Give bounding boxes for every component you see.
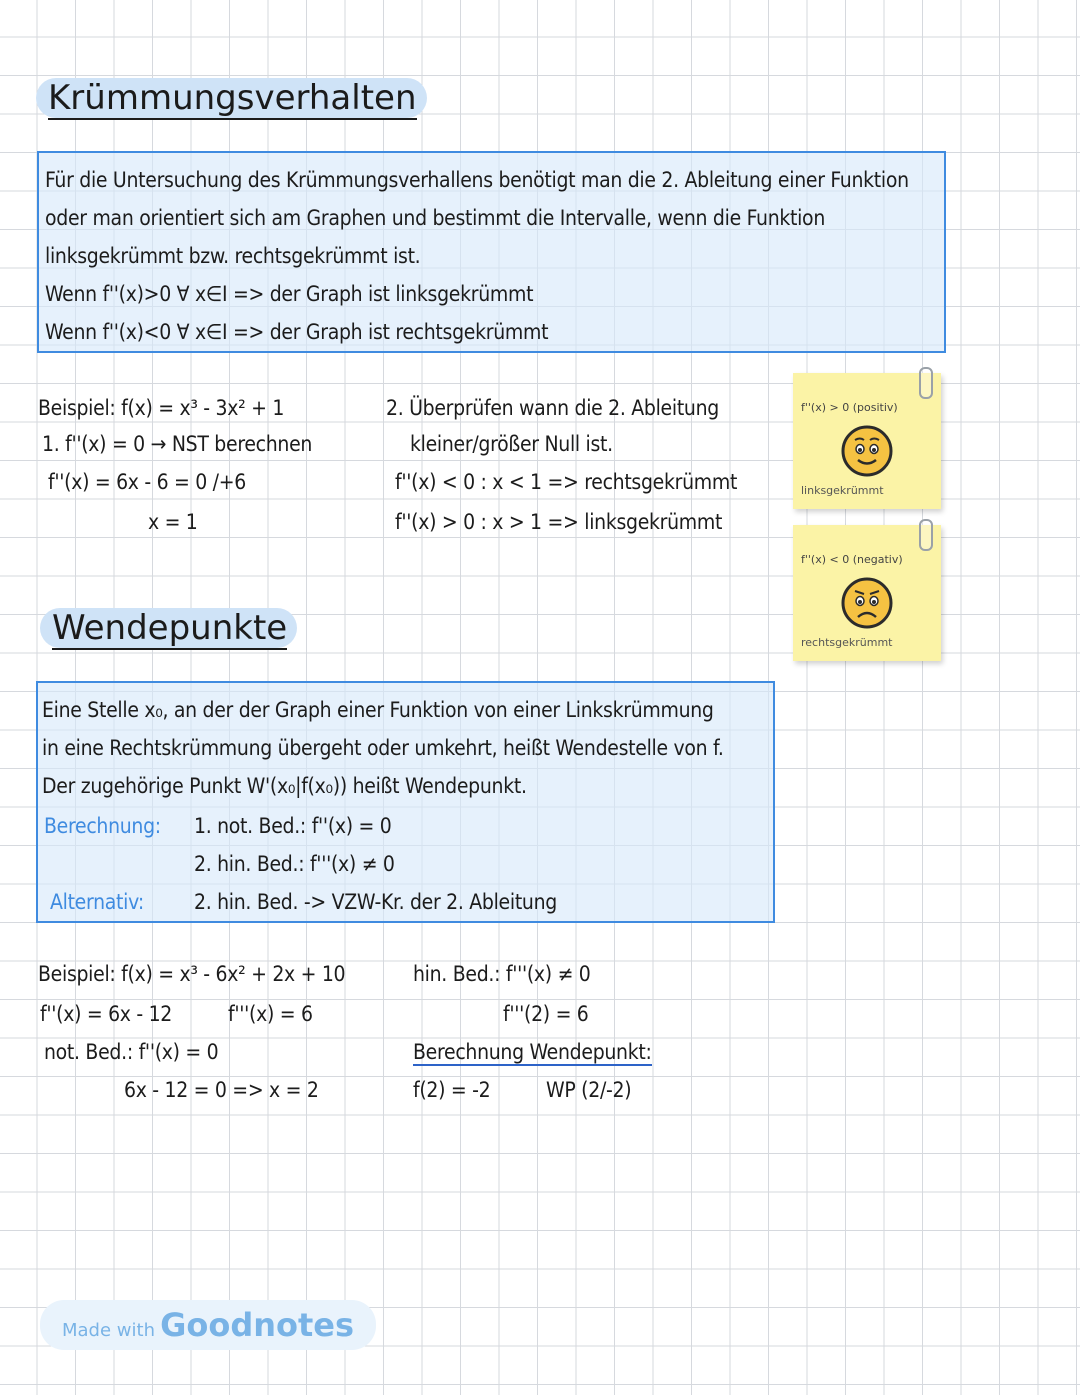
- example-line: 6x - 12 = 0 => x = 2: [124, 1078, 319, 1102]
- box-line: 2. hin. Bed.: f'''(x) ≠ 0: [194, 852, 395, 876]
- alternativ-label: Alternativ:: [50, 890, 144, 914]
- goodnotes-watermark: [40, 1300, 376, 1350]
- sticky-note-positive: [793, 373, 941, 509]
- watermark-made-with: Made with: [62, 1320, 155, 1341]
- example-line: Beispiel: f(x) = x³ - 3x² + 1: [38, 396, 285, 420]
- section-heading-kruemmung: [36, 78, 427, 118]
- box-line: linksgekrümmt bzw. rechtsgekrümmt ist.: [45, 244, 421, 268]
- watermark-brand: Goodnotes: [160, 1306, 355, 1344]
- sad-face-icon: [841, 577, 893, 629]
- box-line: oder man orientiert sich am Graphen und bestimmt die Intervalle, wenn die Funktion: [45, 206, 825, 230]
- berechnung-label: Berechnung:: [44, 814, 161, 838]
- definition-box-wendepunkte: [36, 681, 775, 923]
- box-line: Eine Stelle x₀, an der der Graph einer Funktion von einer Linkskrümmung: [42, 698, 714, 722]
- example-line: hin. Bed.: f'''(x) ≠ 0: [413, 962, 591, 986]
- section-heading-wendepunkte: [40, 608, 297, 648]
- example-line: 2. Überprüfen wann die 2. Ableitung: [386, 396, 719, 420]
- sticky-caption: rechtsgekrümmt: [801, 636, 893, 649]
- box-line: Wenn f''(x)<0 ∀ x∈I => der Graph ist rechtsgekrümmt: [45, 320, 549, 344]
- example-line: 1. f''(x) = 0 → NST berechnen: [42, 432, 313, 456]
- example-line: f(2) = -2: [413, 1078, 491, 1102]
- section-title: Krümmungsverhalten: [48, 78, 417, 118]
- example-line: f'''(x) = 6: [228, 1002, 313, 1026]
- box-line: 1. not. Bed.: f''(x) = 0: [194, 814, 392, 838]
- paperclip-icon: [919, 367, 933, 399]
- paperclip-icon: [919, 519, 933, 551]
- happy-face-icon: [841, 425, 893, 477]
- berechnung-wendepunkt-heading: Berechnung Wendepunkt:: [413, 1040, 652, 1064]
- example-line: Beispiel: f(x) = x³ - 6x² + 2x + 10: [38, 962, 346, 986]
- example-line: f''(x) < 0 : x < 1 => rechtsgekrümmt: [395, 470, 738, 494]
- box-line: Der zugehörige Punkt W'(x₀|f(x₀)) heißt Wendepunkt.: [42, 774, 527, 798]
- sticky-label: f''(x) < 0 (negativ): [801, 553, 903, 566]
- section-title: Wendepunkte: [52, 608, 288, 648]
- wendepunkt-result: WP (2/-2): [546, 1078, 632, 1102]
- example-line: f''(x) = 6x - 6 = 0 /+6: [48, 470, 246, 494]
- definition-box-kruemmung: [37, 151, 946, 353]
- example-line: not. Bed.: f''(x) = 0: [44, 1040, 219, 1064]
- example-line: f'''(2) = 6: [503, 1002, 589, 1026]
- example-line: f''(x) = 6x - 12: [40, 1002, 173, 1026]
- sticky-note-negative: [793, 525, 941, 661]
- sticky-caption: linksgekrümmt: [801, 484, 884, 497]
- box-line: in eine Rechtskrümmung übergeht oder umkehrt, heißt Wendestelle von f.: [42, 736, 724, 760]
- example-line: f''(x) > 0 : x > 1 => linksgekrümmt: [395, 510, 723, 534]
- box-line: Wenn f''(x)>0 ∀ x∈I => der Graph ist linksgekrümmt: [45, 282, 534, 306]
- box-line: Für die Untersuchung des Krümmungsverhallens benötigt man die 2. Ableitung einer Funktion: [45, 168, 909, 192]
- sticky-label: f''(x) > 0 (positiv): [801, 401, 898, 414]
- example-line: x = 1: [148, 510, 198, 534]
- example-line: kleiner/größer Null ist.: [410, 432, 613, 456]
- box-line: 2. hin. Bed. -> VZW-Kr. der 2. Ableitung: [194, 890, 557, 914]
